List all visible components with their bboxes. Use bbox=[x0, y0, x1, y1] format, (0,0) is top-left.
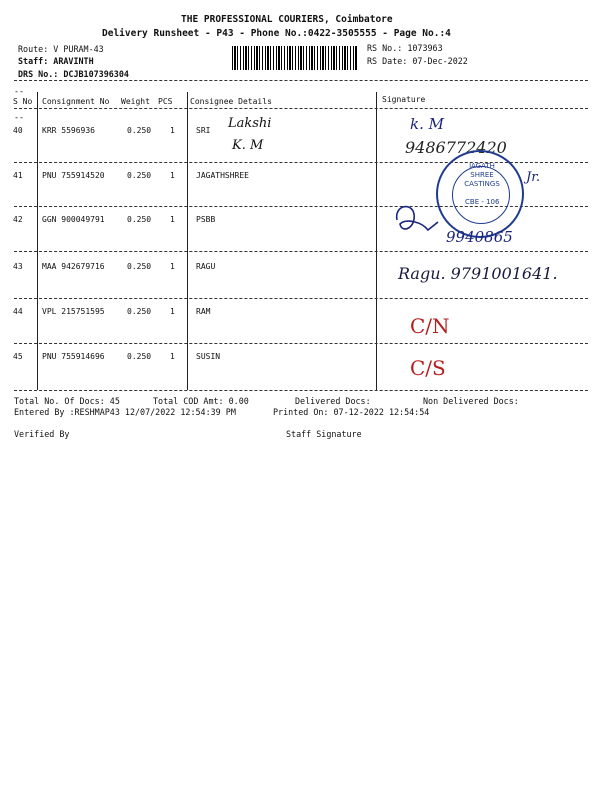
row-pcs: 1 bbox=[170, 307, 175, 316]
rs-date: RS Date: 07-Dec-2022 bbox=[367, 56, 468, 66]
handwritten-scribble bbox=[392, 200, 442, 240]
col-line bbox=[37, 92, 38, 390]
barcode bbox=[232, 46, 358, 70]
row-consignee: SRI bbox=[196, 126, 211, 135]
stamp-code: CBE - 106 bbox=[465, 198, 500, 206]
row-pcs: 1 bbox=[170, 126, 175, 135]
row-divider bbox=[14, 343, 588, 344]
row-pcs: 1 bbox=[170, 171, 175, 180]
stamp-text: JAGATH SHREE CASTINGS bbox=[464, 162, 500, 188]
row-consignment: PNU 755914696 bbox=[42, 352, 105, 361]
col-signature: Signature bbox=[382, 95, 426, 104]
row-consignee: RAM bbox=[196, 307, 211, 316]
row-divider bbox=[14, 298, 588, 299]
handwritten-name: Lakshi bbox=[228, 116, 272, 131]
row-consignee: PSBB bbox=[196, 215, 216, 224]
row-consignment: PNU 755914520 bbox=[42, 171, 105, 180]
staff-signature: Staff Signature bbox=[286, 429, 362, 439]
delivered-docs: Delivered Docs: bbox=[295, 396, 371, 406]
row-sno: 43 bbox=[13, 262, 23, 271]
row-pcs: 1 bbox=[170, 352, 175, 361]
row-sno: 45 bbox=[13, 352, 23, 361]
non-delivered-docs: Non Delivered Docs: bbox=[423, 396, 519, 406]
entered-by: Entered By :RESHMAP43 12/07/2022 12:54:39 PM bbox=[14, 407, 236, 417]
dash-mark: -- bbox=[14, 86, 25, 96]
verified-by: Verified By bbox=[14, 429, 70, 439]
stamp-signature: Jr. bbox=[526, 170, 541, 185]
row-weight: 0.250 bbox=[127, 307, 152, 316]
dash-mark: -- bbox=[14, 112, 25, 122]
row-sno: 42 bbox=[13, 215, 23, 224]
row-consignment: KRR 5596936 bbox=[42, 126, 95, 135]
row-weight: 0.250 bbox=[127, 352, 152, 361]
row-sno: 44 bbox=[13, 307, 23, 316]
handwritten-signature: Ragu. 9791001641. bbox=[398, 264, 558, 283]
printed-on: Printed On: 07-12-2022 12:54:54 bbox=[273, 407, 430, 417]
total-cod: Total COD Amt: 0.00 bbox=[153, 396, 249, 406]
row-pcs: 1 bbox=[170, 262, 175, 271]
row-weight: 0.250 bbox=[127, 262, 152, 271]
runsheet-subtitle: Delivery Runsheet - P43 - Phone No.:0422-3505555 - Page No.:4 bbox=[102, 28, 451, 39]
handwritten-phone: 9486772420 bbox=[405, 138, 507, 157]
divider bbox=[14, 108, 588, 109]
row-consignment: VPL 215751595 bbox=[42, 307, 105, 316]
divider bbox=[14, 80, 588, 81]
row-consignee: JAGATHSHREE bbox=[196, 171, 249, 180]
company-stamp bbox=[436, 150, 524, 238]
row-divider bbox=[14, 251, 588, 252]
row-pcs: 1 bbox=[170, 215, 175, 224]
handwritten-initials: K. M bbox=[232, 138, 264, 153]
route-label: Route: V PURAM-43 bbox=[18, 44, 104, 54]
row-sno: 40 bbox=[13, 126, 23, 135]
col-consignment: Consignment No bbox=[42, 97, 110, 106]
col-weight: Weight bbox=[121, 97, 150, 106]
staff-label: Staff: ARAVINTH bbox=[18, 56, 94, 66]
company-title: THE PROFESSIONAL COURIERS, Coimbatore bbox=[181, 14, 393, 25]
handwritten-status: C/S bbox=[410, 356, 446, 380]
row-consignment: MAA 942679716 bbox=[42, 262, 105, 271]
col-consignee: Consignee Details bbox=[190, 97, 272, 106]
row-consignment: GGN 900049791 bbox=[42, 215, 105, 224]
row-weight: 0.250 bbox=[127, 215, 152, 224]
col-line bbox=[187, 92, 188, 390]
row-weight: 0.250 bbox=[127, 171, 152, 180]
row-weight: 0.250 bbox=[127, 126, 152, 135]
total-docs: Total No. Of Docs: 45 bbox=[14, 396, 120, 406]
row-divider bbox=[14, 390, 588, 391]
handwritten-phone: 9940865 bbox=[446, 228, 513, 246]
drs-label: DRS No.: DCJB107396304 bbox=[18, 69, 129, 79]
col-pcs: PCS bbox=[158, 97, 173, 106]
row-sno: 41 bbox=[13, 171, 23, 180]
row-consignee: RAGU bbox=[196, 262, 216, 271]
col-sno: S No bbox=[13, 97, 33, 106]
handwritten-status: C/N bbox=[410, 314, 450, 338]
col-line bbox=[376, 92, 377, 390]
rs-number: RS No.: 1073963 bbox=[367, 43, 443, 53]
row-consignee: SUSIN bbox=[196, 352, 221, 361]
handwritten-signature: k. M bbox=[410, 115, 444, 133]
